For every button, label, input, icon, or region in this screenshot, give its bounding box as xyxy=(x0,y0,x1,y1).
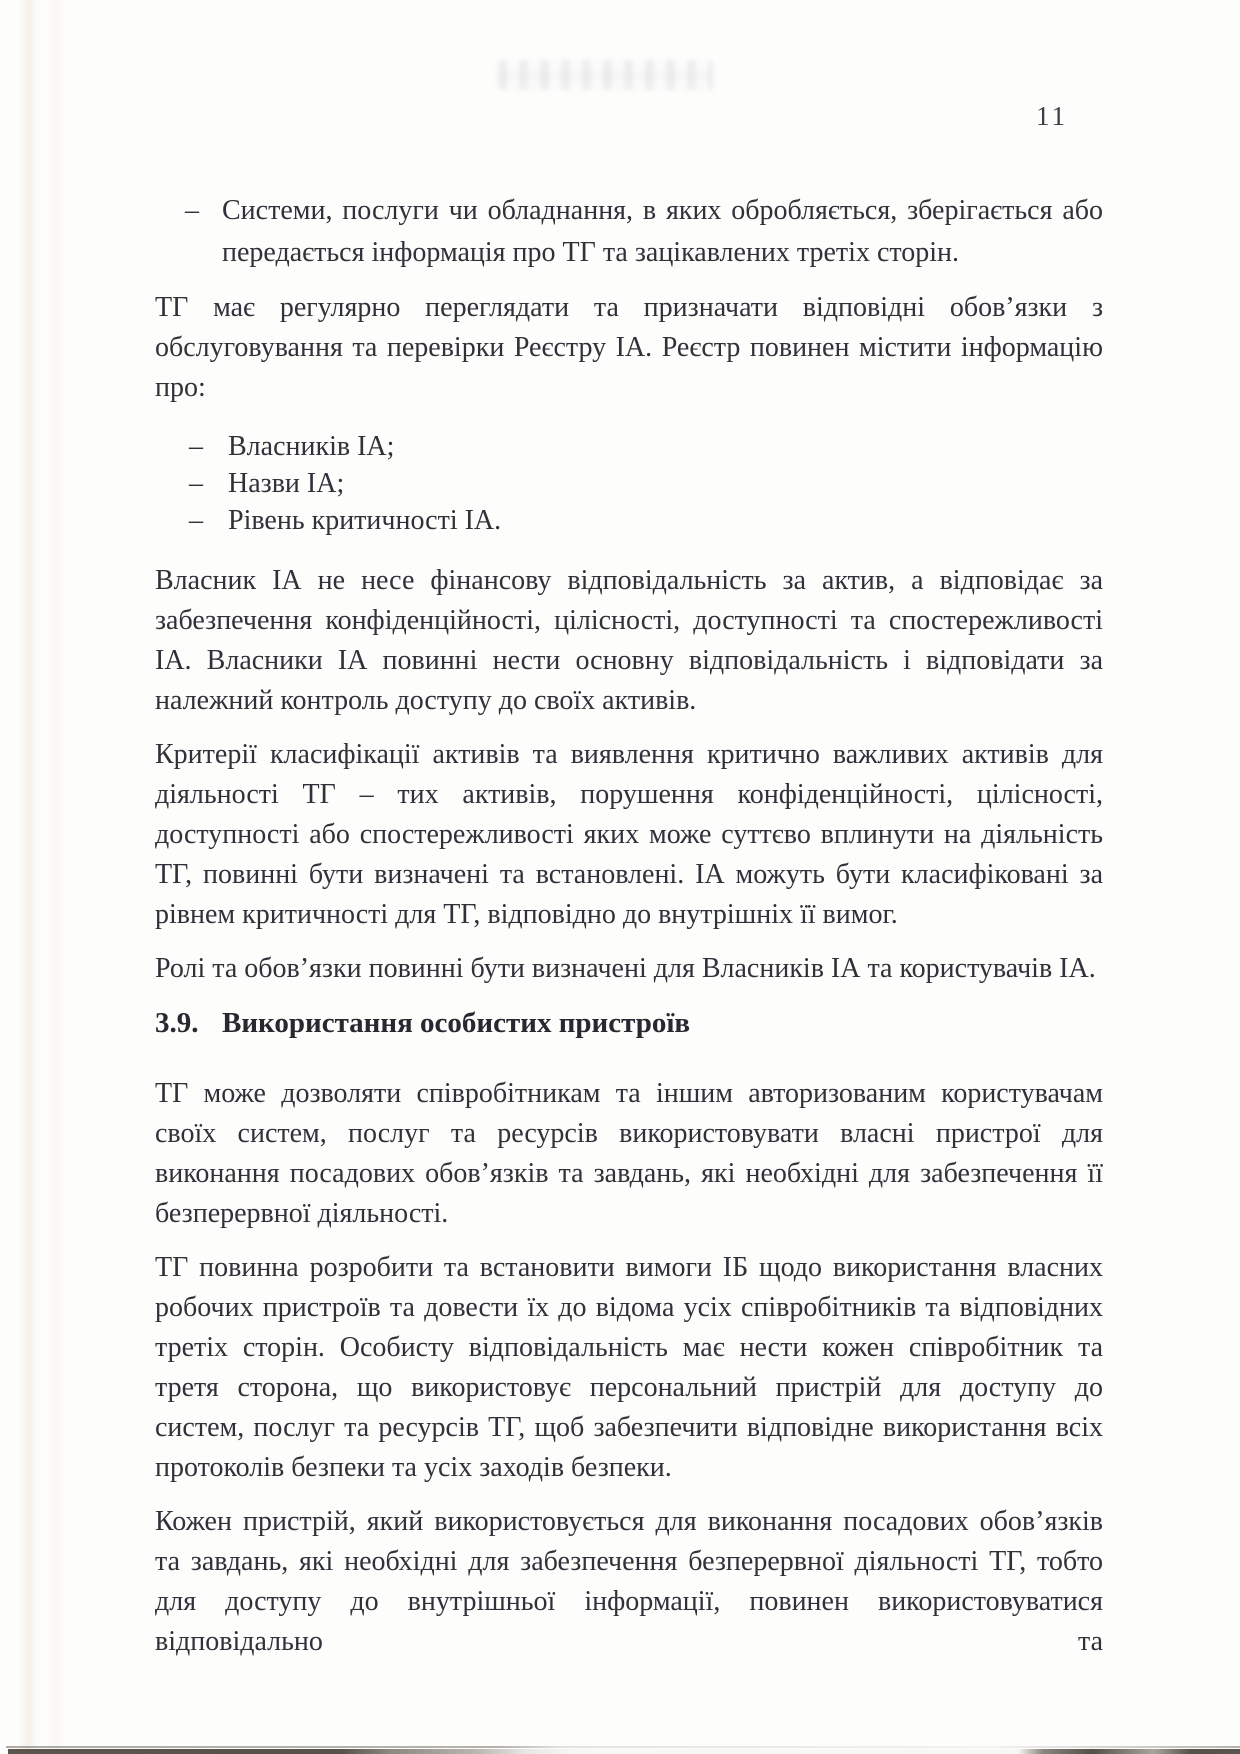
scan-bottom-band-artifact xyxy=(8,1749,1240,1754)
paragraph-ia-owner: Власник ІА не несе фінансову відповідальність за актив, а відповідає за забезпечення конфіденційності, цілісності, доступності та спостережливості ІА. Власники ІА повинні нести основну відповідальність і відповідати за належний контроль доступу до своїх активів. xyxy=(155,565,1103,716)
paragraph-device-usage: Кожен пристрій, який використовується для виконання посадових обов’язків та завдань, які необхідні для забезпечення безперервної діяльності ТГ, тобто для доступу до внутрішньої інформації, повинен використовуватися відповідально та xyxy=(155,1506,1103,1657)
ia-registry-list xyxy=(155,428,1103,539)
scan-edge-artifact xyxy=(18,0,78,1754)
bullet-dash: – xyxy=(185,195,199,226)
paragraph-classification-criteria: Критерії класифікації активів та виявлення критично важливих активів для діяльності ТГ – тих активів, порушення конфіденційності, цілісності, доступності або спостережливості яких може суттєво вплинути на діяльність ТГ, повинні бути визначені та встановлені. ІА можуть бути класифіковані за рівнем критичності для ТГ, відповідно до внутрішніх її вимог. xyxy=(155,739,1103,930)
section-heading-3-9 xyxy=(155,1001,1103,1045)
page-number: 11 xyxy=(1036,101,1068,131)
list-item-text: Рівень критичності ІА. xyxy=(228,505,502,536)
bullet-text: Системи, послуги чи обладнання, в яких обробляється, зберігається або передається інформація про ТГ та зацікавлених третіх сторін. xyxy=(222,195,1103,268)
bullet-dash: – xyxy=(189,505,203,536)
list-item xyxy=(155,465,1103,502)
document-body xyxy=(155,190,1103,1662)
list-item-text: Назви ІА; xyxy=(228,468,345,499)
bullet-item-systems xyxy=(155,190,1103,274)
list-item xyxy=(155,428,1103,465)
paragraph-registry: ТГ має регулярно переглядати та призначати відповідні обов’язки з обслуговування та перевірки Реєстру ІА. Реєстр повинен містити інформацію про: xyxy=(155,292,1103,403)
section-title: Використання особистих пристроїв xyxy=(222,1007,691,1039)
scan-bottom-line-artifact xyxy=(6,1746,1240,1748)
paragraph-byod-permission: ТГ може дозволяти співробітникам та іншим авторизованим користувачам своїх систем, послуг та ресурсів використовувати власні пристрої для виконання посадових обов’язків та завдань, які необхідні для забезпечення її безперервної діяльності. xyxy=(155,1078,1103,1229)
paragraph-byod-requirements: ТГ повинна розробити та встановити вимоги ІБ щодо використання власних робочих пристроїв та довести їх до відома усіх співробітників та відповідних третіх сторін. Особисту відповідальність має нести кожен співробітник та третя сторона, що використовує персональний пристрій для доступу до систем, послуг та ресурсів ТГ, щоб забезпечити відповідне використання всіх протоколів безпеки та усіх заходів безпеки. xyxy=(155,1252,1103,1483)
bullet-dash: – xyxy=(189,431,203,462)
section-number: 3.9. xyxy=(155,1007,199,1039)
list-item xyxy=(155,502,1103,539)
bullet-dash: – xyxy=(189,468,203,499)
list-item-text: Власників ІА; xyxy=(228,431,395,462)
faded-stamp-artifact xyxy=(498,60,713,90)
paragraph-roles: Ролі та обов’язки повинні бути визначені для Власників ІА та користувачів ІА. xyxy=(155,953,1096,984)
